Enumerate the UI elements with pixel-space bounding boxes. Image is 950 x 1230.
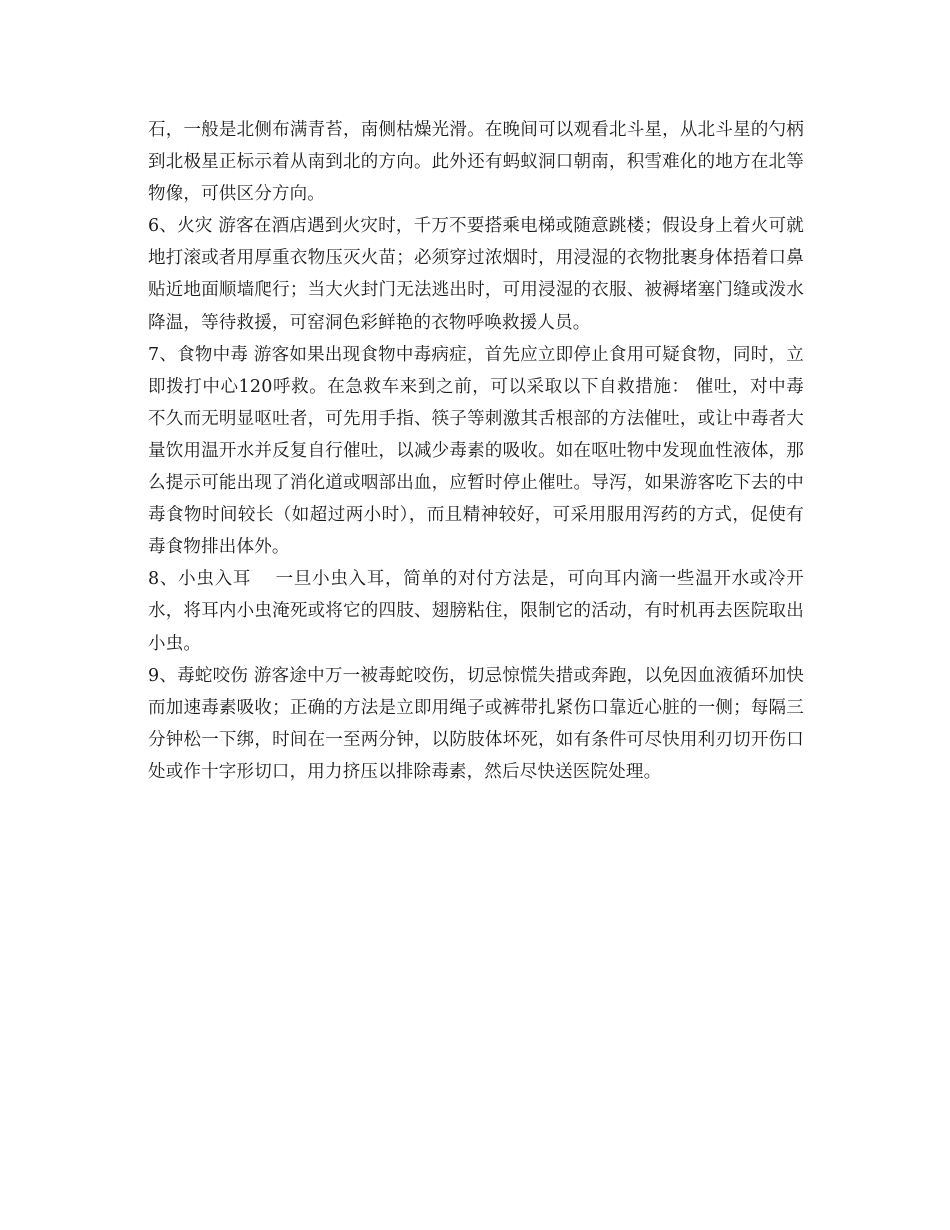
paragraph-food-poisoning: 7、食物中毒 游客如果出现食物中毒病症，首先应立即停止食用可疑食物，同时，立即拨打中心120呼救。在急救车来到之前，可以采取以下自救措施： 催吐，对中毒不久而无明显呕吐者，可先用手指、筷子等刺激其舌根部的方法催吐，或让中毒者大量饮用温开水并反复自行催吐，以减少毒素的吸收。如在呕吐物中发现血性液体，那么提示可能出现了消化道或咽部出血，应暂时停止催吐。导泻，如果游客吃下去的中毒食物时间较长（如超过两小时），而且精神较好，可采用服用泻药的方式，促使有毒食物排出体外。	[148, 344, 804, 558]
paragraph-fire: 6、火灾 游客在酒店遇到火灾时，千万不要搭乘电梯或随意跳楼；假设身上着火可就地打滚或者用厚重衣物压灭火苗；必须穿过浓烟时，用浸湿的衣物批裹身体捂着口鼻贴近地面顺墙爬行；当大火封门无法逃出时，可用浸湿的衣服、被褥堵塞门缝或泼水降温，等待救援，可窑洞色彩鲜艳的衣物呼唤救援人员。	[148, 216, 804, 333]
paragraph-snake-bite: 9、毒蛇咬伤 游客途中万一被毒蛇咬伤，切忌惊慌失措或奔跑，以免因血液循环加快而加速毒素吸收；正确的方法是立即用绳子或裤带扎紧伤口靠近心脏的一侧；每隔三分钟松一下绑，时间在一至两分钟，以防肢体坏死，如有条件可尽快用利刃切开伤口处或作十字形切口，用力挤压以排除毒素，然后尽快送医院处理。	[148, 665, 804, 782]
document-body	[148, 114, 804, 788]
paragraph-direction-continued: 石，一般是北侧布满青苔，南侧枯燥光滑。在晚间可以观看北斗星，从北斗星的勺柄到北极星正标示着从南到北的方向。此外还有蚂蚁洞口朝南，积雪难化的地方在北等物像，可供区分方向。	[148, 120, 804, 205]
paragraph-insect-in-ear: 8、小虫入耳 一旦小虫入耳，简单的对付方法是，可向耳内滴一些温开水或冷开水，将耳内小虫淹死或将它的四肢、翅膀粘住，限制它的活动，有时机再去医院取出小虫。	[148, 569, 804, 654]
